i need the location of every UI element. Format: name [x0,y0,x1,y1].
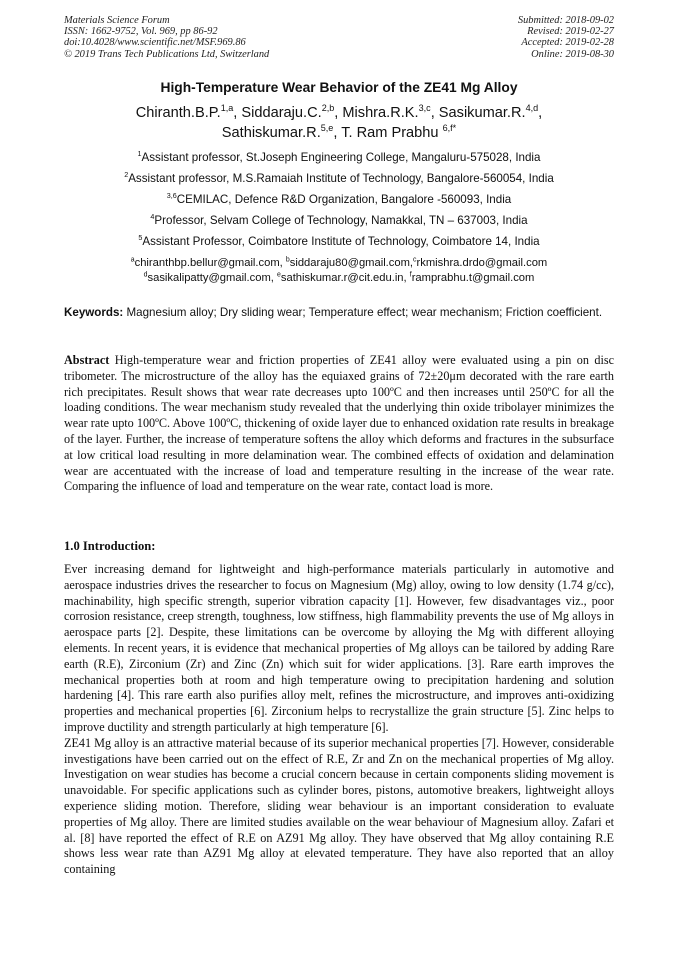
email-line: $^a$chiranthbp.bellur@gmail.com, $^b$siddaraju80@gmail.com,$^c$rkmishra.drdo@gmail.com [130,256,548,269]
abstract-text: High-temperature wear and friction properties of ZE41 alloy were evaluated using a pin on disc tribometer. The microstructure of the alloy has the equiaxed grains of 72±20μm decorated with the rare earth rich precipitates. Result shows that wear rate decreases upto 100ºC and then increases until 250ºC for all the loading conditions. The wear mechanism study revealed that the underlying thin oxide tribolayer minimizes the wear rate upto 100ºC. Above 100ºC, thickening of oxide layer due to enhanced oxidation rate results in breakage of the layer. Further, the increase of temperature softens the alloy which deforms and fractures in the subsurface at low critical load resulting in more delamination wear. The combined effects of oxidation and delamination wear are accentuated with the increase of load and temperature resulting in the increase of the wear rate. Comparing the influence of load and temperature on the wear rate, contact load is more. [64,353,614,494]
email-address[interactable]: rkmishra.drdo@gmail.com [416,257,548,269]
revised-date: Revised: 2019-02-27 [527,26,614,38]
email-line: $^d$sasikalipatty@gmail.com, $^e$sathiskumar.r@cit.edu.in, $^f$ramprabhu.t@gmail.com [143,271,535,284]
keywords-text: Magnesium alloy; Dry sliding wear; Temperature effect; wear mechanism; Friction coefficient. [123,306,603,319]
email-address[interactable]: sathiskumar.r@cit.edu.in, [280,272,410,284]
author: T. Ram Prabhu $^{6,f*}$ [341,123,457,141]
online-date: Online: 2019-08-30 [531,48,614,60]
keywords-label: Keywords: [64,306,124,319]
section-heading: 1.0 Introduction: [64,539,156,553]
author: Sasikumar.R.$^{4,d}$, [438,103,543,121]
introduction-body [64,562,614,878]
email-address[interactable]: chiranthbp.bellur@gmail.com, [134,257,286,269]
accepted-date: Accepted: 2019-02-28 [521,37,614,49]
journal-info [64,15,269,60]
abstract [64,353,614,495]
paragraph: Ever increasing demand for lightweight and high-performance materials particularly in automotive and aerospace industries drives the researcher to focus on Magnesium (Mg) alloy, owing to low density (1.74 g/cc), machinability, high specific strength, superior vibration capacity [1]. However, few disadvantages viz., poor corrosion resistance, creep strength, toughness, low stiffness, high flammability prevents the use of Mg alloys in aerospace parts [2]. Despite, these limitations can be overcome by alloying the Mg with different alloying elements. In recent years, it is evidence that mechanical properties of Mg alloys can be tailored by adding Rare earth (R.E), Zirconium (Zr) and Zinc (Zn) which suit for wider applications. [3]. Rare earth improves the mechanical properties both at room and high temperature owing to precipitation hardening and solution hardening [4]. This rare earth also purifies alloy melt, refines the microstructure, and improves anti-oxidizing properties and mechanical properties [6]. Zirconium helps to recrystallize the grain structure [5]. Zinc helps to improve ductility and strength particularly at high temperature [6]. [64,562,614,734]
affiliation: $^{3,6}$CEMILAC, Defence R&D Organization, Bangalore -560093, India [166,191,512,206]
author: Mishra.R.K.$^{3,c}$, [342,103,439,121]
author-list [70,103,608,143]
affiliation: $^1$Assistant professor, St.Joseph Engineering College, Mangaluru-575028, India [137,149,541,164]
paper-title: High-Temperature Wear Behavior of the ZE41 Mg Alloy [160,80,518,95]
doi-line: doi:10.4028/www.scientific.net/MSF.969.86 [64,37,246,49]
journal-name: Materials Science Forum [64,15,170,26]
copyright-line: © 2019 Trans Tech Publications Ltd, Switzerland [64,48,270,60]
affiliation: $^2$Assistant professor, M.S.Ramaiah Institute of Technology, Bangalore-560054, India [124,170,554,185]
abstract-label: Abstract [64,353,110,367]
author: Sathiskumar.R.$^{5,e}$, [221,123,342,141]
submitted-date: Submitted: 2018-09-02 [517,15,614,26]
email-address[interactable]: ramprabhu.t@gmail.com [411,272,535,284]
keywords [64,305,614,321]
author: Siddaraju.C.$^{2,b}$, [241,103,343,121]
email-address[interactable]: sasikalipatty@gmail.com, [147,272,278,284]
paragraph: ZE41 Mg alloy is an attractive material because of its superior mechanical properties [7]. However, considerable investigations have been carried out on the effect of R.E, Zr and Zn on the mechanical properties of Mg alloy. Investigation on wear studies has become a crucial concern because in certain components sliding movement is unavoidable. For specific applications such as cylinder bores, pistons, automotive breakers, lightweight alloys experience sliding motion. Therefore, sliding wear behaviour is an important consideration to evaluate properties of Mg alloy. There are limited studies available on the wear behaviour of Magnesium alloy. Zafari et al. [8] have reported the effect of R.E on AZ91 Mg alloy. They have observed that Mg alloy containing R.E shows less wear rate than AZ91 Mg alloy at elevated temperature. They have also reported that an alloy containing [64,735,614,877]
submission-dates [518,15,614,60]
affiliation: $^4$Professor, Selvam College of Technology, Namakkal, TN – 637003, India [150,212,528,227]
author-emails [0,256,678,286]
affiliation: $^5$Assistant Professor, Coimbatore Institute of Technology, Coimbatore 14, India [138,233,540,248]
email-address[interactable]: siddaraju80@gmail.com, [289,257,414,269]
author: Chiranth.B.P.$^{1,a}$, [135,103,242,121]
issn-line: ISSN: 1662-9752, Vol. 969, pp 86-92 [64,26,218,38]
